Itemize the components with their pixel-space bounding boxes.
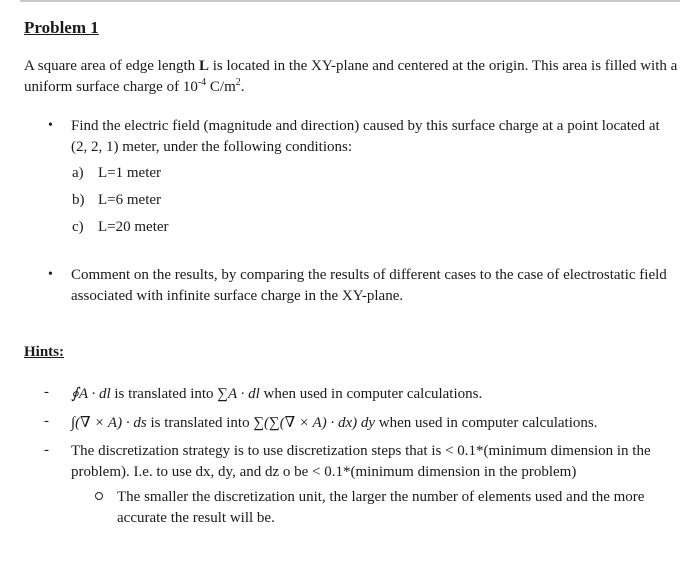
hint2-math-1: ∫(∇ × A) · ds <box>71 415 147 431</box>
hint1-math-2: ∑A · dl <box>217 386 260 402</box>
hints-heading: Hints: <box>24 344 65 360</box>
hint-2 <box>71 413 686 434</box>
hint-3 <box>71 441 686 483</box>
dash-marker-3: - <box>44 442 49 458</box>
bullet-marker-1: • <box>48 118 53 133</box>
bullet-marker-2: • <box>48 267 53 282</box>
intro-text-2: is located in the XY-plane and centered at the origin. This area is filled with a uniform surface charge of 10 <box>24 58 678 95</box>
hint3-line1: The discretization strategy is to use discretization steps that is < 0.1*(minimum dimension in the <box>71 443 651 459</box>
list-text-c: L=20 meter <box>98 219 169 235</box>
bullet2-line1: Comment on the results, by comparing the results of different cases to the case of electrostatic field <box>71 267 667 283</box>
list-text-b: L=6 meter <box>98 192 162 208</box>
bullet2-line2: associated with infinite surface charge in the XY-plane. <box>71 288 404 304</box>
intro-period: . <box>240 79 245 95</box>
intro-bold-L: L <box>198 58 209 74</box>
hint3-line2: problem). I.e. to use dx, dy, and dz o be < 0.1*(minimum dimension in the problem) <box>71 464 577 480</box>
sub-hint-line1: The smaller the discretization unit, the larger the number of elements used and the more <box>117 489 645 505</box>
hint2-text-1: is translated into <box>146 415 254 431</box>
problem-title: Problem 1 <box>24 18 99 37</box>
list-item-a <box>72 163 161 184</box>
hint1-math-1: ∮A · dl <box>71 386 111 402</box>
list-item-c <box>72 217 169 238</box>
hint1-text-1: is translated into <box>110 386 218 402</box>
bullet1-text <box>71 116 686 158</box>
intro-unit: C/m <box>206 79 236 95</box>
dash-marker-2: - <box>44 413 49 429</box>
hint-1 <box>71 384 686 405</box>
hint2-text-2: when used in computer calculations. <box>375 415 598 431</box>
sub-bullet-circle <box>95 492 103 500</box>
sub-hint-line2: accurate the result will be. <box>117 510 275 526</box>
list-text-a: L=1 meter <box>98 165 162 181</box>
bullet2-text <box>71 265 686 307</box>
list-item-b <box>72 190 161 211</box>
hint1-text-2: when used in computer calculations. <box>259 386 483 402</box>
intro-unit-exponent: 2 <box>235 77 241 88</box>
sub-hint <box>117 487 687 529</box>
list-marker-a: a) <box>72 165 84 181</box>
intro-exponent: -4 <box>197 77 207 88</box>
list-marker-b: b) <box>72 192 85 208</box>
dash-marker-1: - <box>44 384 49 400</box>
intro-paragraph <box>24 56 684 98</box>
bullet1-line2: (2, 2, 1) meter, under the following conditions: <box>71 139 353 155</box>
top-rule <box>20 0 680 2</box>
bullet1-line1: Find the electric field (magnitude and direction) caused by this surface charge at a point located at <box>71 118 660 134</box>
intro-text-1: A square area of edge length <box>24 58 199 74</box>
hint2-math-2: ∑(∑(∇ × A) · dx) dy <box>253 415 376 431</box>
list-marker-c: c) <box>72 219 84 235</box>
